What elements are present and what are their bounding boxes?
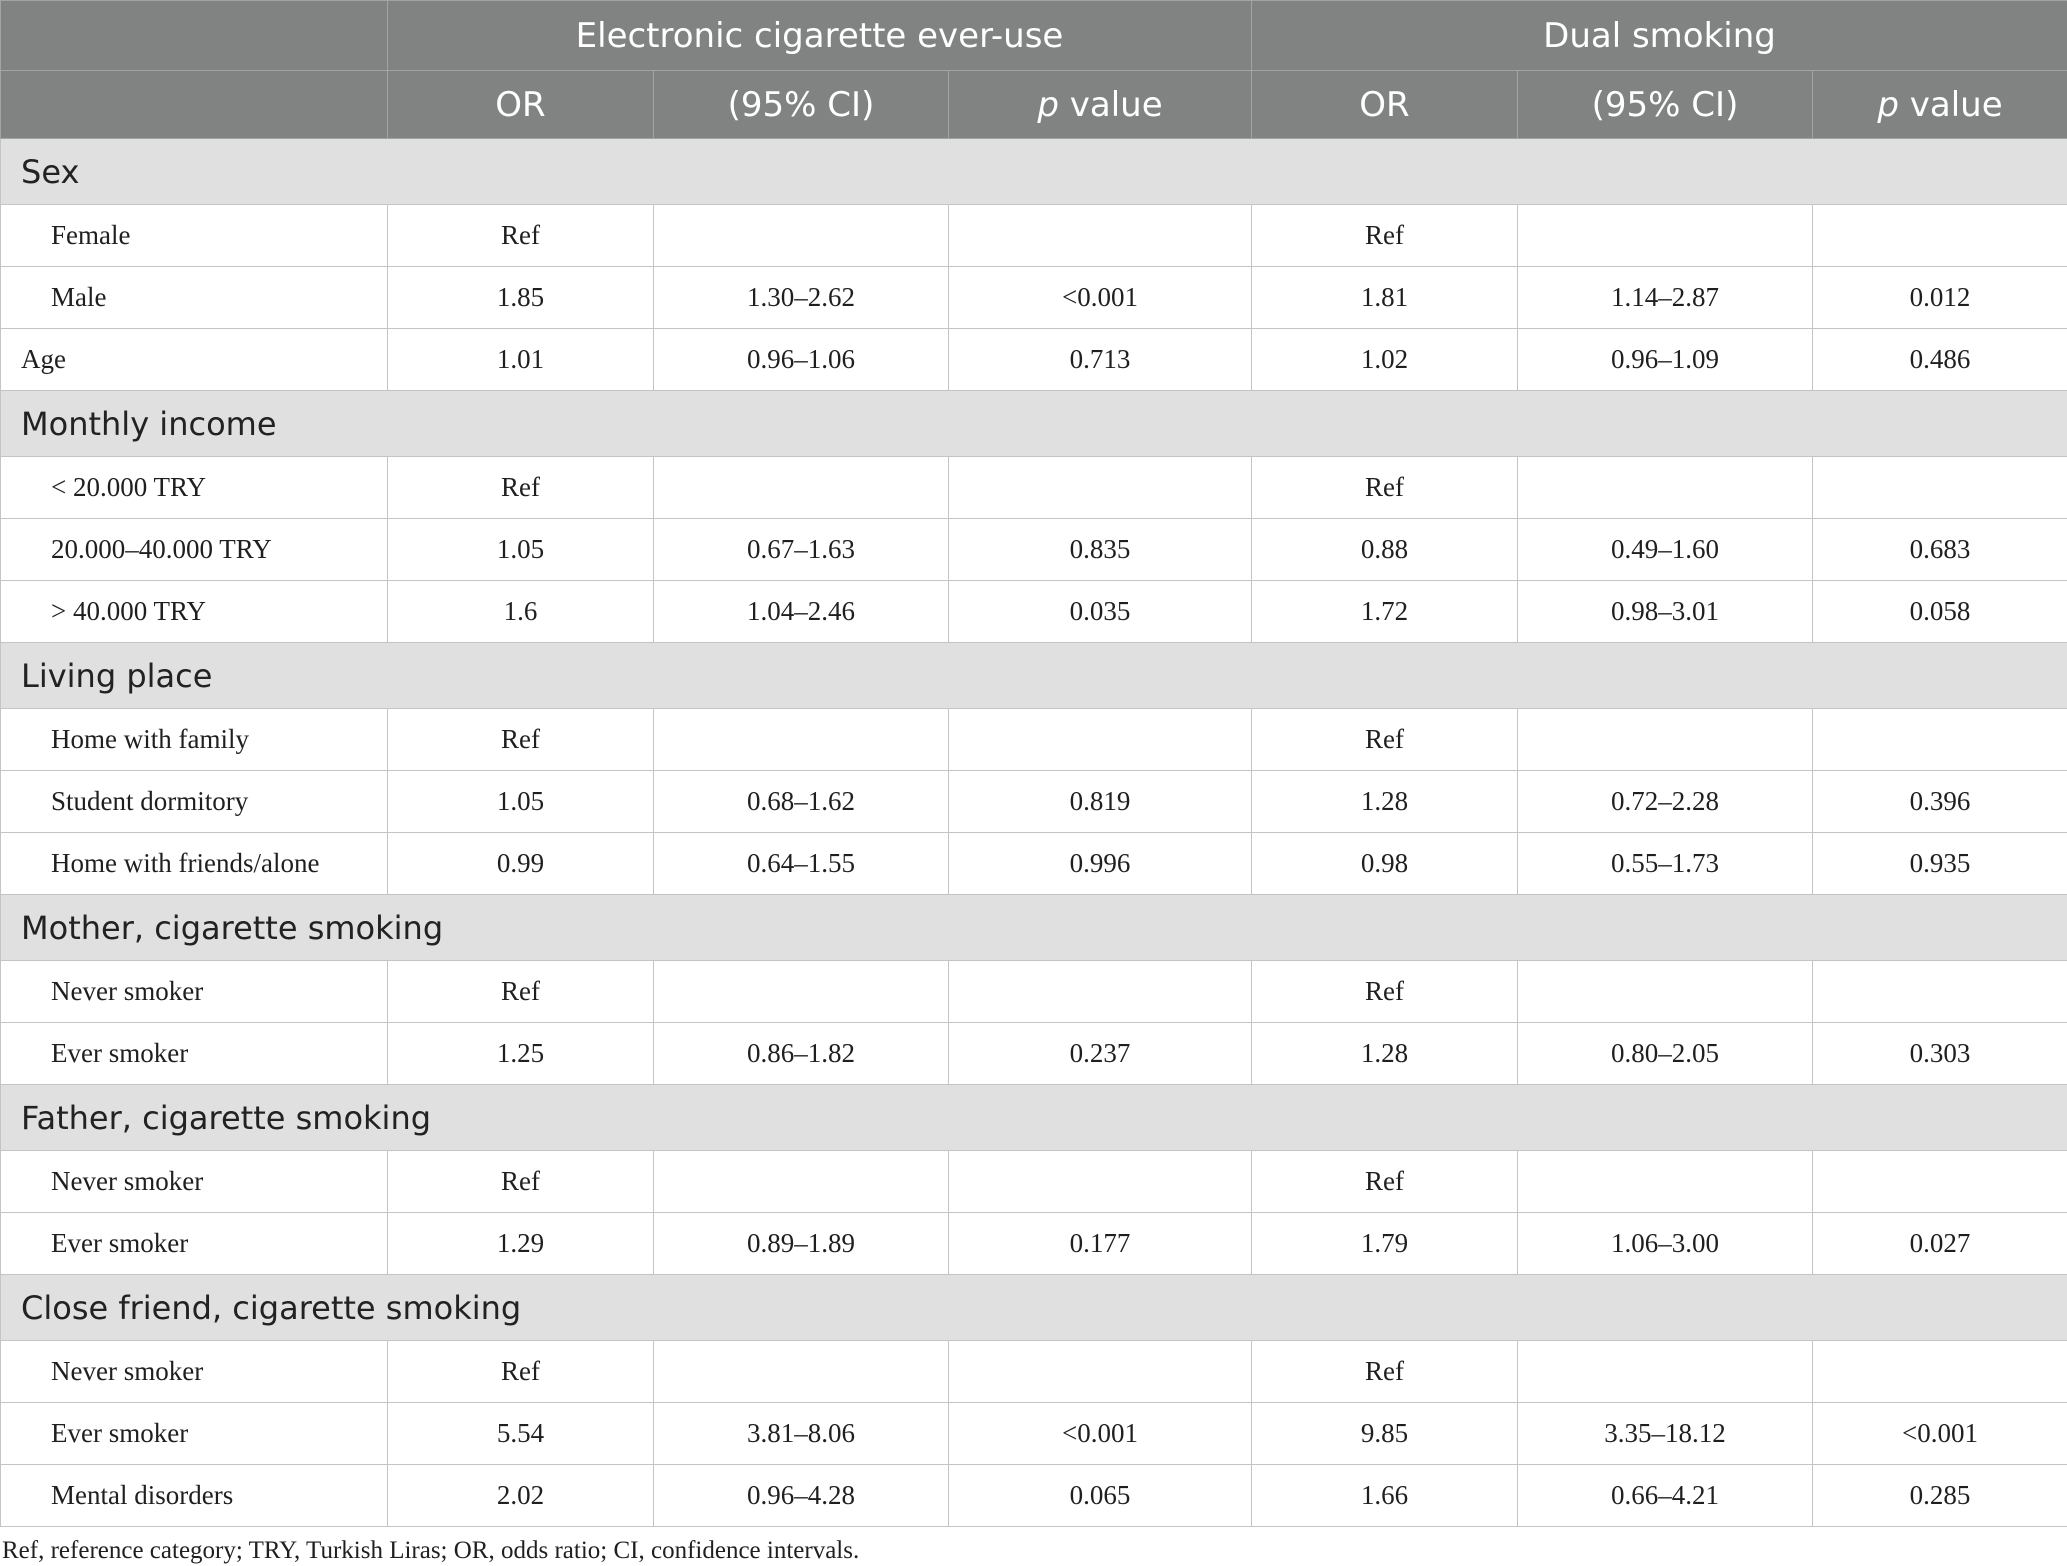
group-label: Father, cigarette smoking: [1, 1085, 2067, 1151]
table-row: [1, 1023, 2067, 1085]
cell-or-ecig: Ref: [388, 457, 654, 519]
cell-ci-ecig: 1.30–2.62: [654, 267, 949, 329]
group-label: Close friend, cigarette smoking: [1, 1275, 2067, 1341]
table-body: [1, 139, 2067, 1527]
table-row: [1, 1465, 2067, 1527]
cell-p-dual: 0.012: [1813, 267, 2067, 329]
cell-p-dual: 0.027: [1813, 1213, 2067, 1275]
table-row: [1, 709, 2067, 771]
cell-ci-dual: 0.66–4.21: [1518, 1465, 1813, 1527]
cell-ci-ecig: 0.86–1.82: [654, 1023, 949, 1085]
cell-ci-dual: [1518, 961, 1813, 1023]
cell-ci-dual: [1518, 1151, 1813, 1213]
header-p-italic: p: [1037, 84, 1059, 125]
header-group-ecig: Electronic cigarette ever-use: [388, 1, 1252, 71]
row-label: Mental disorders: [1, 1465, 388, 1527]
row-label: Student dormitory: [1, 771, 388, 833]
table-row: [1, 267, 2067, 329]
cell-or-ecig: 1.05: [388, 519, 654, 581]
cell-ci-dual: 0.98–3.01: [1518, 581, 1813, 643]
header-p-rest: value: [1058, 84, 1163, 125]
cell-p-ecig: 0.996: [949, 833, 1252, 895]
cell-or-dual: 0.88: [1252, 519, 1518, 581]
cell-p-dual: [1813, 1341, 2067, 1403]
cell-p-dual: 0.303: [1813, 1023, 2067, 1085]
cell-or-dual: Ref: [1252, 457, 1518, 519]
cell-p-ecig: 0.819: [949, 771, 1252, 833]
row-label: Ever smoker: [1, 1213, 388, 1275]
cell-or-dual: Ref: [1252, 709, 1518, 771]
table-row: [1, 833, 2067, 895]
header-p-2: [1813, 71, 2067, 139]
cell-p-dual: 0.683: [1813, 519, 2067, 581]
header-ci-2: (95% CI): [1518, 71, 1813, 139]
cell-p-dual: 0.396: [1813, 771, 2067, 833]
table-row: [1, 581, 2067, 643]
row-label: Home with family: [1, 709, 388, 771]
group-label: Sex: [1, 139, 2067, 205]
cell-ci-dual: 0.55–1.73: [1518, 833, 1813, 895]
cell-ci-dual: [1518, 1341, 1813, 1403]
cell-or-dual: Ref: [1252, 1151, 1518, 1213]
cell-ci-ecig: [654, 457, 949, 519]
cell-p-ecig: [949, 205, 1252, 267]
cell-p-ecig: [949, 1151, 1252, 1213]
cell-ci-dual: [1518, 709, 1813, 771]
cell-or-ecig: 1.6: [388, 581, 654, 643]
row-label: Never smoker: [1, 1151, 388, 1213]
group-header-row: [1, 1085, 2067, 1151]
cell-ci-ecig: [654, 709, 949, 771]
cell-or-dual: 0.98: [1252, 833, 1518, 895]
cell-or-ecig: 0.99: [388, 833, 654, 895]
cell-p-ecig: [949, 457, 1252, 519]
table-row: [1, 771, 2067, 833]
row-label: Male: [1, 267, 388, 329]
header-p-1: [949, 71, 1252, 139]
table-row: [1, 329, 2067, 391]
cell-p-ecig: [949, 709, 1252, 771]
cell-p-ecig: <0.001: [949, 267, 1252, 329]
group-header-row: [1, 1275, 2067, 1341]
cell-p-dual: [1813, 709, 2067, 771]
row-label: Never smoker: [1, 1341, 388, 1403]
header-or-1: OR: [388, 71, 654, 139]
cell-or-ecig: 1.85: [388, 267, 654, 329]
cell-p-ecig: 0.835: [949, 519, 1252, 581]
cell-p-dual: [1813, 457, 2067, 519]
cell-ci-ecig: 0.64–1.55: [654, 833, 949, 895]
cell-or-dual: 1.81: [1252, 267, 1518, 329]
cell-or-dual: 1.72: [1252, 581, 1518, 643]
row-label: Never smoker: [1, 961, 388, 1023]
cell-ci-dual: 0.96–1.09: [1518, 329, 1813, 391]
cell-p-ecig: 0.713: [949, 329, 1252, 391]
header-p-italic: p: [1877, 84, 1899, 125]
cell-ci-dual: 0.72–2.28: [1518, 771, 1813, 833]
cell-or-ecig: 1.29: [388, 1213, 654, 1275]
table-row: [1, 1403, 2067, 1465]
cell-ci-ecig: 0.68–1.62: [654, 771, 949, 833]
cell-p-dual: <0.001: [1813, 1403, 2067, 1465]
group-label: Living place: [1, 643, 2067, 709]
cell-p-ecig: 0.237: [949, 1023, 1252, 1085]
cell-ci-ecig: [654, 961, 949, 1023]
cell-p-ecig: 0.177: [949, 1213, 1252, 1275]
cell-p-dual: [1813, 1151, 2067, 1213]
cell-p-ecig: [949, 961, 1252, 1023]
cell-p-dual: 0.285: [1813, 1465, 2067, 1527]
table-footnote: Ref, reference category; TRY, Turkish Liras; OR, odds ratio; CI, confidence intervals.: [2, 1537, 860, 1564]
group-header-row: [1, 643, 2067, 709]
cell-p-dual: 0.935: [1813, 833, 2067, 895]
cell-ci-ecig: [654, 205, 949, 267]
row-label: Ever smoker: [1, 1023, 388, 1085]
table-row: [1, 961, 2067, 1023]
cell-or-ecig: 5.54: [388, 1403, 654, 1465]
table-row: [1, 519, 2067, 581]
cell-p-ecig: 0.065: [949, 1465, 1252, 1527]
row-label: 20.000–40.000 TRY: [1, 519, 388, 581]
cell-ci-ecig: 0.96–4.28: [654, 1465, 949, 1527]
cell-ci-dual: 1.14–2.87: [1518, 267, 1813, 329]
cell-or-dual: 1.66: [1252, 1465, 1518, 1527]
cell-or-ecig: 1.25: [388, 1023, 654, 1085]
header-ci-1: (95% CI): [654, 71, 949, 139]
cell-or-ecig: Ref: [388, 709, 654, 771]
cell-ci-dual: [1518, 205, 1813, 267]
table-row: [1, 1341, 2067, 1403]
cell-p-dual: [1813, 205, 2067, 267]
cell-or-dual: 9.85: [1252, 1403, 1518, 1465]
cell-ci-ecig: 3.81–8.06: [654, 1403, 949, 1465]
cell-ci-dual: [1518, 457, 1813, 519]
cell-or-dual: Ref: [1252, 205, 1518, 267]
row-label: Ever smoker: [1, 1403, 388, 1465]
cell-p-dual: [1813, 961, 2067, 1023]
header-row-groups: [1, 1, 2067, 71]
cell-or-ecig: Ref: [388, 1341, 654, 1403]
table-row: [1, 1213, 2067, 1275]
cell-or-dual: Ref: [1252, 1341, 1518, 1403]
cell-p-ecig: [949, 1341, 1252, 1403]
cell-p-ecig: 0.035: [949, 581, 1252, 643]
cell-ci-ecig: [654, 1151, 949, 1213]
cell-ci-dual: 0.49–1.60: [1518, 519, 1813, 581]
cell-or-dual: 1.28: [1252, 1023, 1518, 1085]
cell-or-ecig: 2.02: [388, 1465, 654, 1527]
cell-ci-dual: 1.06–3.00: [1518, 1213, 1813, 1275]
cell-ci-ecig: 0.89–1.89: [654, 1213, 949, 1275]
header-empty-cell: [1, 1, 388, 71]
cell-or-ecig: Ref: [388, 1151, 654, 1213]
cell-ci-ecig: [654, 1341, 949, 1403]
table-row: [1, 1151, 2067, 1213]
header-p-rest: value: [1898, 84, 2003, 125]
cell-or-dual: 1.02: [1252, 329, 1518, 391]
group-header-row: [1, 139, 2067, 205]
cell-ci-ecig: 0.67–1.63: [654, 519, 949, 581]
group-header-row: [1, 895, 2067, 961]
row-label: > 40.000 TRY: [1, 581, 388, 643]
cell-or-dual: 1.79: [1252, 1213, 1518, 1275]
group-label: Mother, cigarette smoking: [1, 895, 2067, 961]
header-or-2: OR: [1252, 71, 1518, 139]
cell-p-dual: 0.058: [1813, 581, 2067, 643]
table-header: [1, 1, 2067, 139]
cell-ci-ecig: 0.96–1.06: [654, 329, 949, 391]
group-header-row: [1, 391, 2067, 457]
cell-or-ecig: 1.05: [388, 771, 654, 833]
cell-or-dual: Ref: [1252, 961, 1518, 1023]
header-row-columns: [1, 71, 2067, 139]
row-label: < 20.000 TRY: [1, 457, 388, 519]
row-label: Home with friends/alone: [1, 833, 388, 895]
cell-ci-dual: 0.80–2.05: [1518, 1023, 1813, 1085]
cell-p-ecig: <0.001: [949, 1403, 1252, 1465]
cell-ci-ecig: 1.04–2.46: [654, 581, 949, 643]
cell-ci-dual: 3.35–18.12: [1518, 1403, 1813, 1465]
group-label: Monthly income: [1, 391, 2067, 457]
cell-or-ecig: Ref: [388, 961, 654, 1023]
cell-or-ecig: Ref: [388, 205, 654, 267]
cell-or-ecig: 1.01: [388, 329, 654, 391]
header-empty-cell: [1, 71, 388, 139]
table-row: [1, 205, 2067, 267]
header-group-dual: Dual smoking: [1252, 1, 2067, 71]
cell-p-dual: 0.486: [1813, 329, 2067, 391]
row-label: Female: [1, 205, 388, 267]
row-label: Age: [1, 329, 388, 391]
table-row: [1, 457, 2067, 519]
cell-or-dual: 1.28: [1252, 771, 1518, 833]
